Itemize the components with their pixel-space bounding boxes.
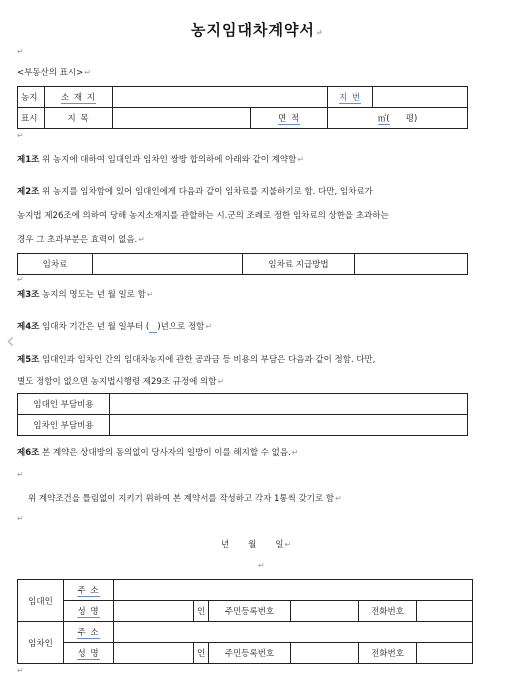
article-4: 제4조 임대차 기간은 년 월 일부터 ( )년으로 정함↵ [17, 322, 213, 332]
property-table [17, 86, 468, 129]
article-5-line-1: 제5조 임대인과 임차인 간의 임대차농지에 관한 공과금 등 비용의 부담은 다음과 같이 정함. 다만, [17, 355, 376, 365]
location-label: 소 재 지 [45, 87, 113, 108]
party-table [17, 579, 473, 664]
closing-sentence: 위 계약조건을 틀림없이 지키기 위하여 본 계약서를 작성하고 각자 1통씩 갖기로 함↵ [28, 494, 342, 504]
property-group-label: 농지 [18, 87, 45, 108]
paragraph-mark: ↵ [146, 290, 154, 299]
rent-value[interactable] [93, 254, 243, 275]
pyeong-unit: 평) [405, 114, 418, 124]
lessee-seal-label: 인 [194, 643, 209, 664]
lessor-phone-value[interactable] [417, 601, 473, 622]
area-value[interactable] [328, 108, 468, 129]
area-unit: ㎡( [377, 114, 390, 124]
paragraph-mark: ↵ [297, 155, 304, 164]
paragraph-mark: ↵ [284, 540, 292, 549]
paragraph-mark: ↵ [17, 47, 24, 56]
article-1: 제1조 위 농지에 대하여 임대인과 임차인 쌍방 합의하에 아래와 같이 계약함↵ [17, 155, 304, 165]
lessee-phone-value[interactable] [417, 643, 473, 664]
rent-table [17, 253, 468, 275]
category-value[interactable] [113, 108, 251, 129]
lessee-name-label: 성 명 [64, 643, 114, 664]
article-3: 제3조 농지의 명도는 년 월 일로 함↵ [17, 290, 154, 300]
section-property-heading: <부동산의 표시>↵ [17, 68, 91, 78]
lessor-name-value[interactable] [114, 601, 194, 622]
lessee-label: 임차인 [18, 622, 64, 664]
date-year: 년 [221, 540, 230, 550]
lessor-label: 임대인 [18, 580, 64, 622]
payment-method-label: 임차료 지급방법 [243, 254, 355, 275]
lessee-id-label: 주민등록번호 [209, 643, 291, 664]
lessor-name-label: 성 명 [64, 601, 114, 622]
area-label: 면 적 [251, 108, 328, 129]
lessee-id-value[interactable] [291, 643, 359, 664]
article-2-line-2: 농지법 제26조에 의하여 당해 농지소재지를 관할하는 시.군의 조례로 정한 임차료의 상한을 초과하는 [17, 211, 389, 221]
paragraph-mark: ↵ [138, 235, 145, 244]
article-5-line-2: 별도 정함이 없으면 농지법시행령 제29조 규정에 의함↵ [17, 377, 225, 387]
location-value[interactable] [113, 87, 328, 108]
paragraph-mark: ↵ [17, 514, 24, 523]
lessor-phone-label: 전화번호 [359, 601, 417, 622]
paragraph-mark: ↵ [17, 666, 24, 675]
lessor-address-label: 주 소 [64, 580, 114, 601]
paragraph-mark: ↵ [291, 448, 299, 457]
lessor-cost-value[interactable] [110, 394, 468, 415]
payment-method-value[interactable] [355, 254, 468, 275]
article-2-line-3: 경우 그 초과부분은 효력이 없음.↵ [17, 235, 145, 245]
lessee-address-label: 주 소 [64, 622, 114, 643]
paragraph-mark: ↵ [17, 131, 24, 140]
lot-label: 지 번 [328, 87, 373, 108]
paragraph-mark: ↵ [17, 275, 24, 284]
lessor-id-value[interactable] [291, 601, 359, 622]
lot-value[interactable] [373, 87, 468, 108]
rent-label: 임차료 [18, 254, 93, 275]
lessee-name-value[interactable] [114, 643, 194, 664]
cost-table [17, 393, 468, 436]
document-title: 농지임대차계약서↵ [191, 21, 324, 39]
lessee-cost-value[interactable] [110, 415, 468, 436]
previous-page-chevron-icon[interactable]: ‹ [6, 329, 15, 354]
lessee-phone-label: 전화번호 [359, 643, 417, 664]
lessor-id-label: 주민등록번호 [209, 601, 291, 622]
category-label: 지 목 [45, 108, 113, 129]
paragraph-mark: ↵ [205, 322, 213, 331]
paragraph-mark: ↵ [335, 494, 342, 503]
paragraph-mark: ↵ [315, 27, 324, 37]
lessor-address-value[interactable] [114, 580, 473, 601]
paragraph-mark: ↵ [17, 470, 24, 479]
lessor-seal-label: 인 [194, 601, 209, 622]
article-2-line-1: 제2조 위 농지를 임차함에 있어 임대인에게 다음과 같이 임차료를 지불하기로 함. 다만, 임차료가 [17, 187, 373, 197]
paragraph-mark: ↵ [217, 377, 225, 386]
article-6: 제6조 본 계약은 상대방의 동의없이 당사자의 일방이 이를 해지할 수 없음.↵ [17, 448, 299, 458]
date-day: 일 [275, 540, 284, 550]
date-month: 월 [248, 540, 257, 550]
paragraph-mark: ↵ [258, 561, 265, 570]
property-group-label: 표시 [18, 108, 45, 129]
date-line [221, 538, 291, 550]
paragraph-mark: ↵ [84, 68, 91, 77]
lessee-cost-label: 임차인 부담비용 [18, 415, 110, 436]
lessee-address-value[interactable] [114, 622, 473, 643]
lessor-cost-label: 임대인 부담비용 [18, 394, 110, 415]
